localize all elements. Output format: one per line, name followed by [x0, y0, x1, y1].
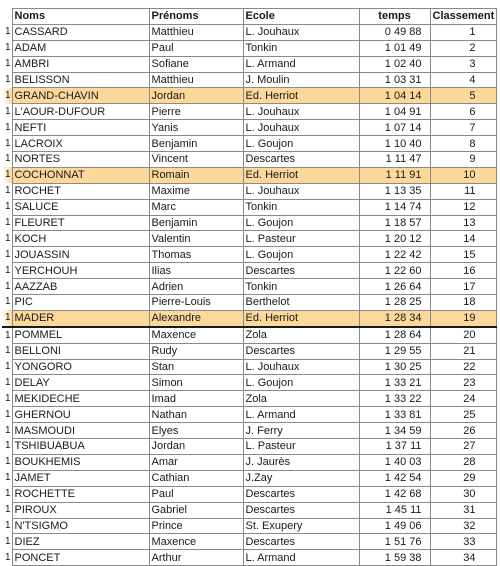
cell-nom: POMMEL [12, 327, 149, 343]
cell-ecole: J.Zay [243, 470, 359, 486]
cell-nom: PONCET [12, 550, 149, 566]
cell-prenom: Elyes [149, 423, 243, 439]
cell-temps: 1 51 76 [359, 534, 430, 550]
cell-prenom: Alexandre [149, 310, 243, 326]
row-index: 1 [2, 310, 12, 326]
row-index: 1 [4, 26, 11, 38]
cell-prenom: Adrien [149, 279, 243, 295]
row-index: 1 [4, 153, 11, 165]
cell-nom: PIC [12, 295, 149, 311]
cell-temps: 1 11 47 [359, 152, 430, 168]
cell-classement: 30 [430, 486, 496, 502]
cell-classement: 15 [430, 247, 496, 263]
row-index: 1 [2, 88, 12, 104]
cell-prenom: Jordan [149, 88, 243, 104]
cell-nom: GRAND-CHAVIN [12, 88, 149, 104]
row-index: 1 [4, 424, 11, 436]
cell-ecole: L. Armand [243, 56, 359, 72]
table-row [2, 104, 496, 120]
row-index: 1 [4, 58, 11, 70]
results-body [2, 24, 496, 565]
table-row [2, 88, 496, 104]
table-row [2, 423, 496, 439]
cell-classement: 18 [430, 295, 496, 311]
cell-ecole: Descartes [243, 343, 359, 359]
cell-temps: 1 28 34 [359, 310, 430, 326]
table-row [2, 167, 496, 183]
cell-classement: 23 [430, 375, 496, 391]
cell-prenom: Ilias [149, 263, 243, 279]
row-index: 1 [4, 296, 11, 308]
cell-temps: 1 33 22 [359, 391, 430, 407]
row-index: 1 [4, 264, 11, 276]
cell-temps: 1 59 38 [359, 550, 430, 566]
cell-ecole: L. Jouhaux [243, 24, 359, 40]
cell-nom: BELISSON [12, 72, 149, 88]
cell-temps: 1 42 54 [359, 470, 430, 486]
cell-classement: 16 [430, 263, 496, 279]
table-row [2, 359, 496, 375]
cell-temps: 1 02 40 [359, 56, 430, 72]
row-index: 1 [4, 42, 11, 54]
cell-nom: AMBRI [12, 56, 149, 72]
row-index: 1 [4, 137, 11, 149]
cell-nom: ROCHET [12, 183, 149, 199]
cell-nom: ROCHETTE [12, 486, 149, 502]
cell-prenom: Paul [149, 40, 243, 56]
cell-prenom: Paul [149, 486, 243, 502]
cell-nom: L'AOUR-DUFOUR [12, 104, 149, 120]
cell-classement: 6 [430, 104, 496, 120]
cell-ecole: Ed. Herriot [243, 310, 359, 326]
cell-ecole: Ed. Herriot [243, 88, 359, 104]
cell-prenom: Thomas [149, 247, 243, 263]
cell-temps: 1 33 81 [359, 407, 430, 423]
table-row [2, 439, 496, 455]
cell-nom: JAMET [12, 470, 149, 486]
cell-ecole: Zola [243, 327, 359, 343]
cell-temps: 1 04 91 [359, 104, 430, 120]
cell-nom: MASMOUDI [12, 423, 149, 439]
cell-temps: 1 18 57 [359, 215, 430, 231]
table-row [2, 518, 496, 534]
cell-classement: 34 [430, 550, 496, 566]
cell-ecole: Descartes [243, 152, 359, 168]
cell-ecole: L. Jouhaux [243, 120, 359, 136]
cell-temps: 1 37 11 [359, 439, 430, 455]
row-index: 1 [4, 361, 11, 373]
cell-nom: MADER [12, 310, 149, 326]
cell-prenom: Amar [149, 454, 243, 470]
table-row [2, 120, 496, 136]
table-row [2, 486, 496, 502]
row-index: 1 [4, 551, 11, 563]
header-nom: Noms [12, 9, 149, 25]
cell-classement: 21 [430, 343, 496, 359]
cell-ecole: Descartes [243, 534, 359, 550]
table-row [2, 327, 496, 343]
cell-classement: 26 [430, 423, 496, 439]
cell-nom: KOCH [12, 231, 149, 247]
row-index: 1 [4, 201, 11, 213]
cell-temps: 1 10 40 [359, 136, 430, 152]
row-index: 1 [4, 408, 11, 420]
table-row [2, 391, 496, 407]
cell-classement: 22 [430, 359, 496, 375]
cell-prenom: Pierre-Louis [149, 295, 243, 311]
row-index: 1 [4, 376, 11, 388]
cell-temps: 1 28 64 [359, 327, 430, 343]
table-row [2, 295, 496, 311]
cell-prenom: Yanis [149, 120, 243, 136]
table-row [2, 199, 496, 215]
table-row [2, 72, 496, 88]
cell-classement: 17 [430, 279, 496, 295]
cell-nom: COCHONNAT [12, 167, 149, 183]
cell-prenom: Sofiane [149, 56, 243, 72]
row-index: 1 [4, 519, 11, 531]
row-index: 1 [4, 345, 11, 357]
table-row [2, 454, 496, 470]
cell-prenom: Nathan [149, 407, 243, 423]
cell-prenom: Rudy [149, 343, 243, 359]
cell-ecole: Descartes [243, 486, 359, 502]
cell-classement: 33 [430, 534, 496, 550]
cell-prenom: Marc [149, 199, 243, 215]
cell-prenom: Prince [149, 518, 243, 534]
row-index: 1 [4, 248, 11, 260]
cell-ecole: Ed. Herriot [243, 167, 359, 183]
table-row [2, 470, 496, 486]
cell-ecole: L. Pasteur [243, 439, 359, 455]
row-index: 1 [4, 185, 11, 197]
cell-nom: NORTES [12, 152, 149, 168]
table-row [2, 247, 496, 263]
table-row [2, 343, 496, 359]
row-index: 1 [4, 456, 11, 468]
cell-nom: YERCHOUH [12, 263, 149, 279]
cell-prenom: Romain [149, 167, 243, 183]
cell-temps: 1 45 11 [359, 502, 430, 518]
cell-ecole: J. Moulin [243, 72, 359, 88]
cell-prenom: Matthieu [149, 24, 243, 40]
cell-ecole: Tonkin [243, 199, 359, 215]
cell-classement: 27 [430, 439, 496, 455]
cell-nom: CASSARD [12, 24, 149, 40]
cell-temps: 1 49 06 [359, 518, 430, 534]
table-row [2, 502, 496, 518]
cell-classement: 13 [430, 215, 496, 231]
cell-classement: 28 [430, 454, 496, 470]
cell-nom: TSHIBUABUA [12, 439, 149, 455]
cell-ecole: J. Ferry [243, 423, 359, 439]
cell-nom: N'TSIGMO [12, 518, 149, 534]
cell-temps: 1 34 59 [359, 423, 430, 439]
cell-nom: SALUCE [12, 199, 149, 215]
cell-classement: 14 [430, 231, 496, 247]
cell-temps: 1 22 42 [359, 247, 430, 263]
cell-ecole: L. Goujon [243, 247, 359, 263]
cell-classement: 5 [430, 88, 496, 104]
cell-temps: 1 03 31 [359, 72, 430, 88]
cell-nom: BOUKHEMIS [12, 454, 149, 470]
cell-temps: 1 04 14 [359, 88, 430, 104]
row-index: 1 [4, 280, 11, 292]
table-row [2, 152, 496, 168]
table-row [2, 40, 496, 56]
cell-prenom: Imad [149, 391, 243, 407]
cell-nom: GHERNOU [12, 407, 149, 423]
row-index: 1 [4, 472, 11, 484]
cell-temps: 1 20 12 [359, 231, 430, 247]
cell-nom: FLEURET [12, 215, 149, 231]
row-index: 1 [2, 167, 12, 183]
table-row [2, 279, 496, 295]
cell-prenom: Jordan [149, 439, 243, 455]
cell-ecole: L. Goujon [243, 375, 359, 391]
cell-prenom: Stan [149, 359, 243, 375]
cell-prenom: Benjamin [149, 215, 243, 231]
header-prenom: Prénoms [149, 9, 243, 25]
cell-nom: LACROIX [12, 136, 149, 152]
cell-temps: 1 26 64 [359, 279, 430, 295]
cell-temps: 1 14 74 [359, 199, 430, 215]
cell-classement: 25 [430, 407, 496, 423]
cell-temps: 0 49 88 [359, 24, 430, 40]
cell-ecole: J. Jaurès [243, 454, 359, 470]
cell-classement: 3 [430, 56, 496, 72]
row-index: 1 [4, 440, 11, 452]
cell-ecole: L. Jouhaux [243, 183, 359, 199]
table-row [2, 56, 496, 72]
header-temps: temps [359, 9, 430, 25]
cell-ecole: L. Jouhaux [243, 104, 359, 120]
row-index: 1 [4, 217, 11, 229]
cell-nom: ADAM [12, 40, 149, 56]
cell-classement: 9 [430, 152, 496, 168]
cell-classement: 2 [430, 40, 496, 56]
cell-ecole: Tonkin [243, 40, 359, 56]
table-row [2, 136, 496, 152]
cell-prenom: Cathian [149, 470, 243, 486]
row-index: 1 [4, 121, 11, 133]
cell-classement: 12 [430, 199, 496, 215]
cell-prenom: Maxime [149, 183, 243, 199]
cell-nom: DIEZ [12, 534, 149, 550]
row-index: 1 [2, 327, 12, 343]
cell-ecole: Zola [243, 391, 359, 407]
header-ecole: Ecole [243, 9, 359, 25]
cell-ecole: L. Goujon [243, 215, 359, 231]
cell-temps: 1 42 68 [359, 486, 430, 502]
cell-prenom: Maxence [149, 534, 243, 550]
cell-temps: 1 07 14 [359, 120, 430, 136]
table-row [2, 183, 496, 199]
cell-temps: 1 29 55 [359, 343, 430, 359]
cell-nom: YONGORO [12, 359, 149, 375]
cell-nom: NEFTI [12, 120, 149, 136]
cell-classement: 29 [430, 470, 496, 486]
cell-nom: BELLONI [12, 343, 149, 359]
table-row [2, 310, 496, 326]
cell-prenom: Benjamin [149, 136, 243, 152]
header-index [2, 9, 12, 25]
row-index: 1 [4, 105, 11, 117]
cell-prenom: Simon [149, 375, 243, 391]
cell-classement: 32 [430, 518, 496, 534]
cell-prenom: Valentin [149, 231, 243, 247]
cell-ecole: St. Exupery [243, 518, 359, 534]
table-row [2, 375, 496, 391]
cell-ecole: Descartes [243, 263, 359, 279]
cell-classement: 19 [430, 310, 496, 326]
cell-nom: DELAY [12, 375, 149, 391]
results-table [2, 8, 497, 566]
cell-ecole: L. Goujon [243, 136, 359, 152]
row-index: 1 [4, 535, 11, 547]
cell-classement: 7 [430, 120, 496, 136]
cell-classement: 10 [430, 167, 496, 183]
cell-classement: 8 [430, 136, 496, 152]
cell-nom: PIROUX [12, 502, 149, 518]
cell-temps: 1 28 25 [359, 295, 430, 311]
cell-classement: 1 [430, 24, 496, 40]
cell-ecole: Descartes [243, 502, 359, 518]
row-index: 1 [4, 488, 11, 500]
cell-ecole: Tonkin [243, 279, 359, 295]
row-index: 1 [4, 74, 11, 85]
cell-ecole: L. Armand [243, 407, 359, 423]
cell-ecole: Berthelot [243, 295, 359, 311]
cell-classement: 31 [430, 502, 496, 518]
cell-temps: 1 40 03 [359, 454, 430, 470]
cell-temps: 1 30 25 [359, 359, 430, 375]
table-row [2, 263, 496, 279]
cell-ecole: L. Pasteur [243, 231, 359, 247]
table-row [2, 407, 496, 423]
cell-prenom: Maxence [149, 327, 243, 343]
cell-prenom: Gabriel [149, 502, 243, 518]
cell-temps: 1 33 21 [359, 375, 430, 391]
cell-prenom: Matthieu [149, 72, 243, 88]
header-row [2, 9, 496, 25]
row-index: 1 [4, 232, 11, 244]
cell-ecole: L. Jouhaux [243, 359, 359, 375]
table-row [2, 550, 496, 566]
cell-nom: JOUASSIN [12, 247, 149, 263]
table-row [2, 24, 496, 40]
table-row [2, 215, 496, 231]
cell-prenom: Arthur [149, 550, 243, 566]
cell-temps: 1 01 49 [359, 40, 430, 56]
cell-classement: 4 [430, 72, 496, 88]
header-classement: Classement [430, 9, 496, 25]
row-index: 1 [4, 392, 11, 404]
cell-temps: 1 11 91 [359, 167, 430, 183]
row-index: 1 [4, 504, 11, 516]
cell-classement: 20 [430, 327, 496, 343]
cell-temps: 1 22 60 [359, 263, 430, 279]
cell-temps: 1 13 35 [359, 183, 430, 199]
cell-prenom: Vincent [149, 152, 243, 168]
cell-classement: 24 [430, 391, 496, 407]
cell-nom: MEKIDECHE [12, 391, 149, 407]
cell-classement: 11 [430, 183, 496, 199]
cell-nom: AAZZAB [12, 279, 149, 295]
cell-ecole: L. Armand [243, 550, 359, 566]
cell-prenom: Pierre [149, 104, 243, 120]
table-row [2, 231, 496, 247]
